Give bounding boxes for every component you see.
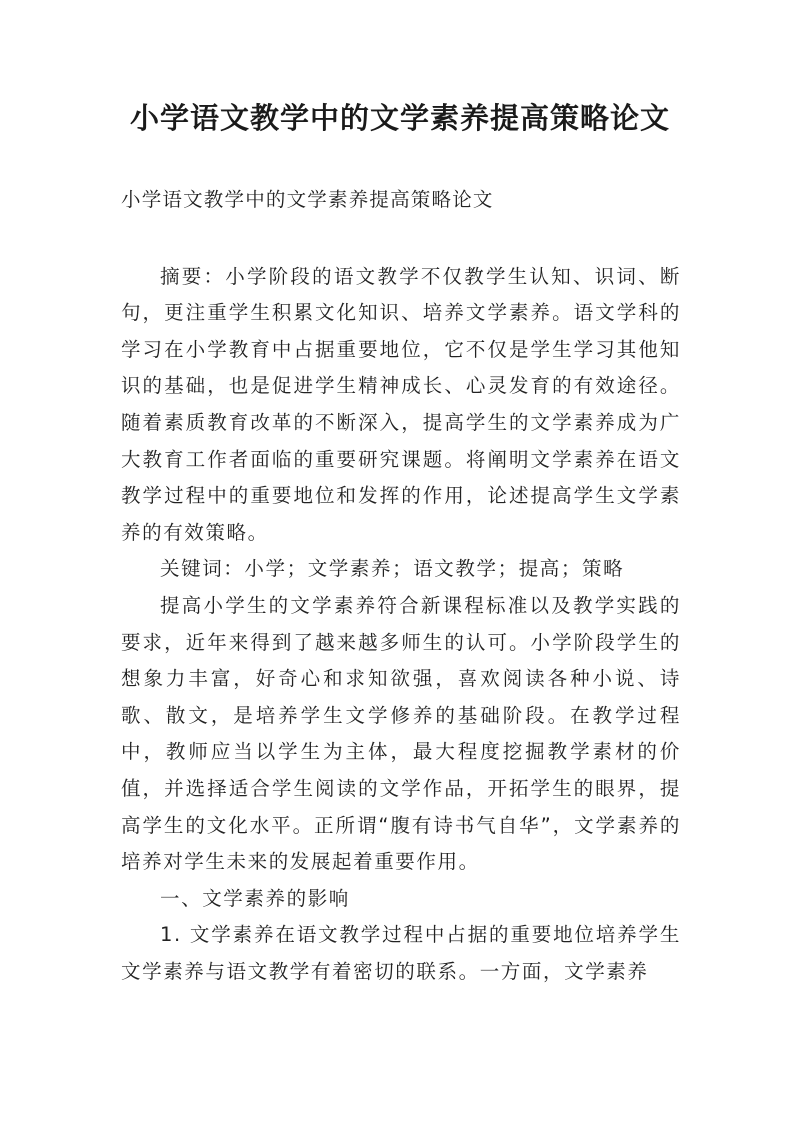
document-subtitle: 小学语文教学中的文学素养提高策略论文: [121, 188, 494, 211]
keywords-line: 关键词：小学；文学素养；语文教学；提高；策略: [160, 557, 625, 581]
intro-paragraph: 提高小学生的文学素养符合新课程标准以及教学实践的要求，近年来得到了越来越多师生的认可。小学阶段学生的想象力丰富，好奇心和求知欲强，喜欢阅读各种小说、诗歌、散文，是培养学生文学修养的基础阶段。在教学过程中，教师应当以学生为主体，最大程度挖掘教学素材的价值，并选择适合学生阅读的文学作品，开拓学生的眼界，提高学生的文化水平。正所谓“腹有诗书气自华”，文学素养的培养对学生未来的发展起着重要作用。: [121, 593, 681, 874]
abstract-paragraph: 摘要：小学阶段的语文教学不仅教学生认知、识词、断句，更注重学生积累文化知识、培养文学素养。语文学科的学习在小学教育中占据重要地位，它不仅是学生学习其他知识的基础，也是促进学生精神成长、心灵发育的有效途径。随着素质教育改革的不断深入，提高学生的文学素养成为广大教育工作者面临的重要研究课题。将阐明文学素养在语文教学过程中的重要地位和发挥的作用，论述提高学生文学素养的有效策略。: [121, 264, 681, 544]
document-title: 小学语文教学中的文学素养提高策略论文: [129, 101, 670, 135]
document-body: [121, 182, 681, 990]
section-paragraph: 1. 文学素养在语文教学过程中占据的重要地位培养学生文学素养与语文教学有着密切的联系。一方面，文学素养: [121, 923, 681, 983]
section-heading: 一、文学素养的影响: [160, 886, 350, 910]
